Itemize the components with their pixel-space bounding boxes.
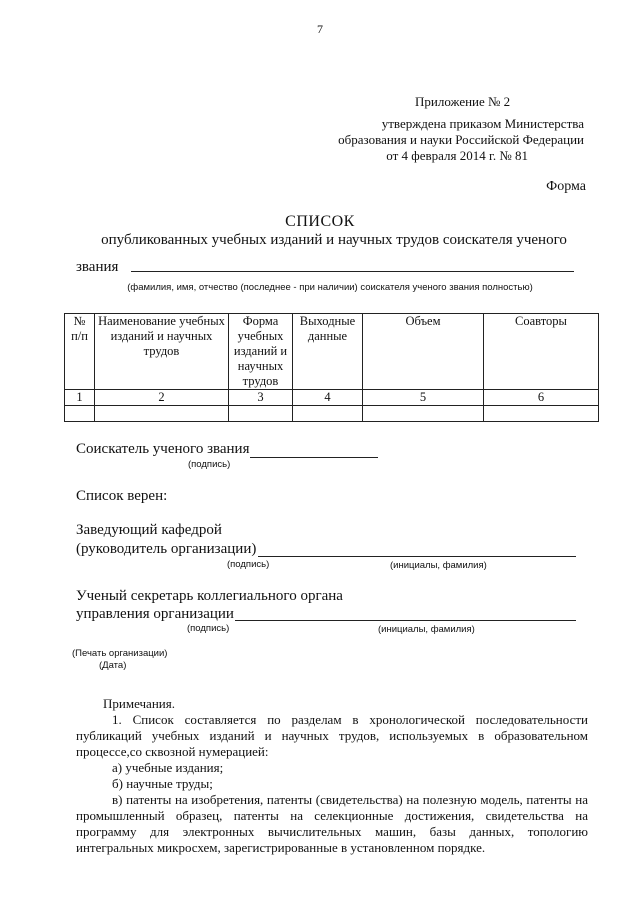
header-coauthors: Соавторы bbox=[484, 314, 599, 390]
document-title: СПИСОК bbox=[285, 213, 355, 230]
secretary-signature-field[interactable] bbox=[235, 620, 576, 621]
notes-paragraph: 1. Список составляется по разделам в хронологической последовательности публикаций учебных изданий и научных трудов, используемых в образовательном процессе,со сквозной нумерацией: bbox=[76, 712, 588, 759]
column-number: 1 bbox=[65, 390, 95, 406]
head-name-caption: (инициалы, фамилия) bbox=[390, 560, 487, 571]
header-imprint: Выходные данные bbox=[293, 314, 363, 390]
table-cell[interactable] bbox=[484, 406, 599, 422]
publications-table bbox=[64, 313, 599, 422]
table-cell[interactable] bbox=[293, 406, 363, 422]
header-volume: Объем bbox=[363, 314, 484, 390]
column-number-row bbox=[65, 390, 599, 406]
notes-heading: Примечания. bbox=[103, 696, 175, 711]
approval-line: образования и науки Российской Федерации bbox=[338, 132, 584, 147]
table-row bbox=[65, 406, 599, 422]
head-signature-field[interactable] bbox=[258, 556, 576, 557]
applicant-label: Соискатель ученого звания bbox=[76, 441, 250, 457]
list-verified-label: Список верен: bbox=[76, 488, 168, 504]
notes-body bbox=[76, 712, 588, 856]
applicant-name-caption: (фамилия, имя, отчество (последнее - при наличии) соискателя ученого звания полностью) bbox=[127, 282, 533, 293]
notes-item-c: в) патенты на изобретения, патенты (свидетельства) на полезную модель, патенты на промышленный образец, патенты на селекционные достижения, свидетельства на программу для электронных вычислительных машин, базы данных, топологию интегральных микросхем, зарегистрированные в установленном порядке. bbox=[76, 792, 588, 855]
form-label: Форма bbox=[546, 179, 586, 194]
secretary-label-alt: управления организации bbox=[76, 606, 234, 622]
approval-line: утверждена приказом Министерства bbox=[381, 116, 584, 131]
secretary-label: Ученый секретарь коллегиального органа bbox=[76, 588, 343, 604]
secretary-sign-caption: (подпись) bbox=[187, 623, 230, 634]
secretary-name-caption: (инициалы, фамилия) bbox=[378, 624, 475, 635]
table-cell[interactable] bbox=[229, 406, 293, 422]
header-title: Наименование учебных изданий и научных трудов bbox=[95, 314, 229, 390]
date-caption: (Дата) bbox=[99, 660, 127, 671]
appendix-number: Приложение № 2 bbox=[415, 94, 511, 109]
notes-item-a: а) учебные издания; bbox=[112, 760, 224, 775]
page-number: 7 bbox=[317, 22, 323, 36]
approval-line: от 4 февраля 2014 г. № 81 bbox=[386, 148, 528, 163]
head-label-alt: (руководитель организации) bbox=[76, 541, 257, 557]
column-number: 5 bbox=[363, 390, 484, 406]
table-cell[interactable] bbox=[95, 406, 229, 422]
header-form: Форма учебных изданий и научных трудов bbox=[229, 314, 293, 390]
applicant-sign-caption: (подпись) bbox=[188, 459, 231, 470]
seal-caption: (Печать организации) bbox=[72, 648, 168, 659]
header-number: № п/п bbox=[65, 314, 95, 390]
table-cell[interactable] bbox=[363, 406, 484, 422]
notes-item-b: б) научные труды; bbox=[112, 776, 213, 791]
head-label: Заведующий кафедрой bbox=[76, 522, 222, 538]
applicant-name-field[interactable] bbox=[131, 271, 574, 272]
applicant-signature-field[interactable] bbox=[250, 457, 378, 458]
column-number: 3 bbox=[229, 390, 293, 406]
document-subtitle: опубликованных учебных изданий и научных трудов соискателя ученого bbox=[101, 232, 567, 248]
table-header-row bbox=[65, 314, 599, 390]
column-number: 6 bbox=[484, 390, 599, 406]
column-number: 4 bbox=[293, 390, 363, 406]
rank-label: звания bbox=[76, 259, 119, 275]
head-sign-caption: (подпись) bbox=[227, 559, 270, 570]
table-cell[interactable] bbox=[65, 406, 95, 422]
column-number: 2 bbox=[95, 390, 229, 406]
approval-block bbox=[0, 116, 584, 164]
